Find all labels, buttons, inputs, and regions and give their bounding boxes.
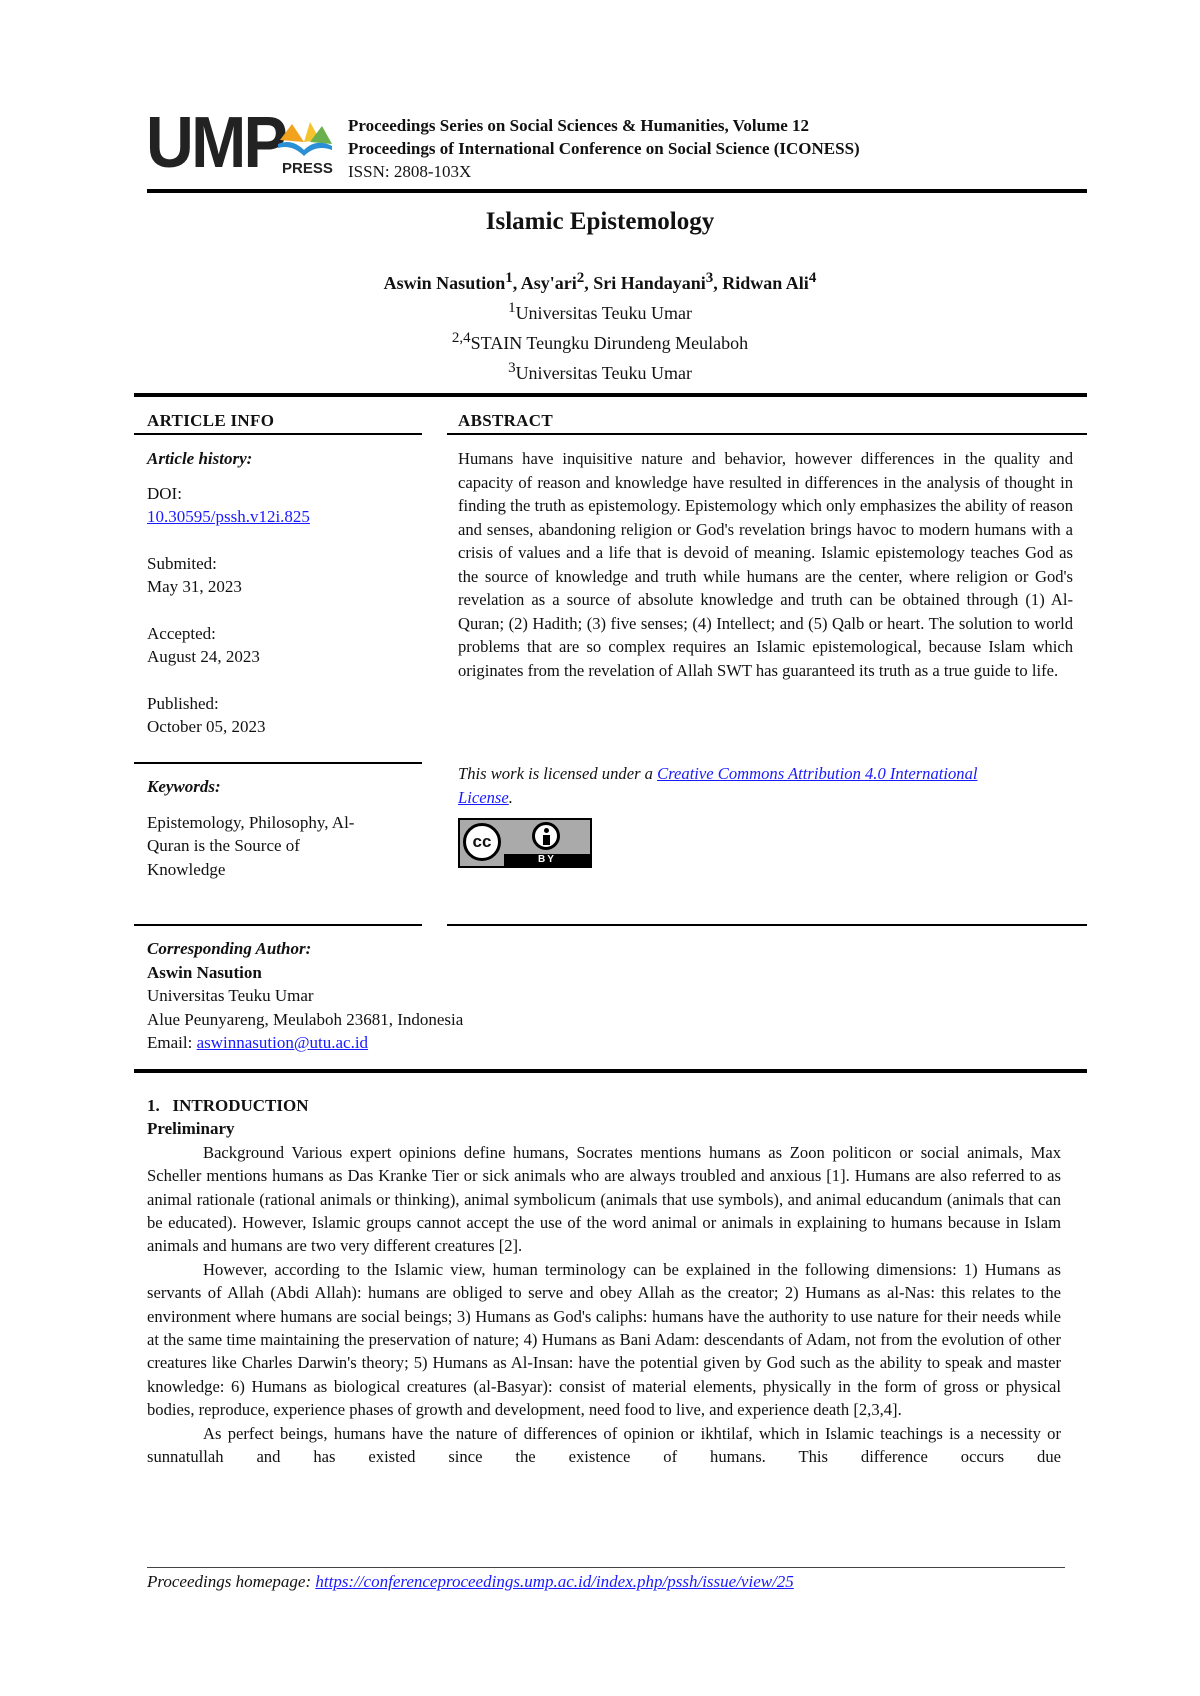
logo-sub: PRESS	[282, 160, 333, 177]
conference-title: Proceedings of International Conference on Social Science (ICONESS)	[348, 139, 860, 158]
published-date: October 05, 2023	[147, 717, 266, 736]
paragraph: However, according to the Islamic view, human terminology can be explained in the following dimensions: 1) Humans as servants of Allah (Abdi Allah): humans are obliged to serve and obey Allah as the creator; 2) Humans as al-Nas: this relates to the environment where humans are social beings; 3) Humans as God's caliphs: humans have the authority to use nature for their needs while at the same time maintaining the preservation of nature; 4) Humans as Bani Adam: descendants of Adam, not from the evolution of other creatures like Charles Darwin's theory; 5) Humans as Al-Insan: have the potential given by God such as the ability to speak and master knowledge: 6) Humans as biological creatures (al-Basyar): consist of material elements, physically in the form of gross or physical bodies, reproduce, experience phases of growth and development, need food to live, and experience death [2,3,4].	[147, 1259, 1061, 1420]
author-sup: 1	[505, 270, 513, 286]
footer-label: Proceedings homepage:	[147, 1572, 316, 1591]
author-name: Ridwan Ali	[722, 273, 809, 293]
accepted-date: August 24, 2023	[147, 647, 260, 666]
by-label: BY	[504, 854, 590, 866]
corresponding-label: Corresponding Author:	[147, 939, 312, 958]
affiliation	[0, 356, 1200, 386]
paragraph: Background Various expert opinions define humans, Socrates mentions humans as Zoon politicon or social animals, Max Scheller mentions humans as Das Kranke Tier or sick animals who are always troubled and anxious [1]. Humans are also referred to as animal rationale (rational animals or thinking), animal symbolicum (animals that use symbols), and animal educandum (animals that can be educated). However, Islamic groups cannot accept the use of the word animal or animals in explaining to humans because in Islam animals and humans are two very different creatures [2].	[147, 1142, 1061, 1256]
accepted-label: Accepted:	[147, 623, 216, 643]
logo-text: UMP	[146, 103, 285, 183]
ump-press-logo	[146, 103, 336, 183]
affiliation-sup: 1	[508, 300, 516, 316]
keywords-block	[147, 775, 372, 881]
issn: ISSN: 2808-103X	[348, 162, 472, 181]
doi-link[interactable]: 10.30595/pssh.v12i.825	[147, 507, 310, 526]
author-sup: 4	[808, 270, 817, 286]
submitted-label: Submited:	[147, 553, 217, 573]
submitted-date: May 31, 2023	[147, 577, 242, 596]
doi-label: DOI:	[147, 483, 182, 503]
attribution-icon	[532, 822, 560, 850]
keywords-rule	[134, 762, 422, 764]
paper-title: Islamic Epistemology	[485, 208, 715, 235]
journal-header	[348, 114, 860, 183]
author-names: Aswin Nasution$^1$, Asy'ari$^2$, Sri Handayani$^3$, Ridwan Ali$^4$	[383, 270, 817, 293]
license-suffix: .	[508, 787, 513, 807]
affiliation-text: Universitas Teuku Umar	[515, 303, 692, 323]
abstract-heading: ABSTRACT	[458, 411, 553, 430]
footer	[147, 1572, 794, 1592]
article-history	[147, 447, 422, 739]
corresponding-affiliation: Universitas Teuku Umar	[147, 986, 314, 1005]
corresponding-address: Alue Peunyareng, Meulaboh 23681, Indonesia	[147, 1009, 464, 1029]
abstract-rule	[447, 433, 1087, 435]
corresponding-rule-left	[134, 924, 422, 926]
cc-by-badge[interactable]	[458, 818, 592, 868]
info-bottom-rule	[134, 1069, 1087, 1073]
license-link[interactable]: Creative Commons Attribution 4.0 International License	[458, 764, 978, 807]
affiliation-sup: 2,4	[451, 330, 471, 346]
corresponding-author	[147, 937, 463, 1055]
affiliation	[0, 326, 1200, 356]
header-rule	[147, 189, 1087, 193]
paragraph: As perfect beings, humans have the nature of differences of opinion or ikhtilaf, which in Islamic teachings is a necessity or sunnatullah and has existed since the existence of humans. This difference occurs due	[147, 1423, 1061, 1467]
keywords-label: Keywords:	[147, 777, 221, 796]
info-top-rule	[134, 393, 1087, 397]
author-name: Sri Handayani	[593, 273, 706, 293]
authors-block	[0, 266, 1200, 386]
footer-rule	[147, 1567, 1065, 1568]
cc-icon: cc	[463, 823, 501, 861]
affiliation-sup: 3	[508, 360, 516, 376]
license-prefix: This work is licensed under a	[458, 764, 658, 783]
book-icon	[276, 118, 334, 158]
series-title: Proceedings Series on Social Sciences & Humanities, Volume 12	[348, 116, 810, 135]
corresponding-email-line	[147, 1031, 463, 1055]
introduction-section	[147, 1094, 1061, 1469]
author-name: Aswin Nasution	[383, 273, 506, 293]
affiliation	[0, 296, 1200, 326]
abstract-text: Humans have inquisitive nature and behavior, however differences in the quality and capacity of reason and knowledge have resulted in differences in the analysis of thought in finding the truth as epistemology. Epistemology which only emphasizes the ability of reason and senses, abandoning religion or God's revelation brings havoc to modern humans with a crisis of values and a life that is devoid of meaning. Islamic epistemology teaches God as the source of knowledge and truth while humans are the center, where religion or God's revelation as a source of absolute knowledge and truth can be obtained through (1) Al-Quran; (2) Hadith; (3) five senses; (4) Intellect; and (5) Qalb or heart. The solution to world problems that are so complex requires an Islamic epistemological, because Islam which originates from the revelation of Allah SWT has guaranteed its truth as a true guide to life.	[458, 449, 1073, 680]
article-info-heading: ARTICLE INFO	[147, 411, 275, 430]
corresponding-rule-right	[447, 924, 1087, 926]
email-label: Email:	[147, 1033, 197, 1052]
affiliation-text: Universitas Teuku Umar	[515, 363, 692, 383]
author-sup: 2	[576, 270, 585, 286]
history-label: Article history:	[147, 449, 253, 468]
affiliation-text: STAIN Teungku Dirundeng Meulaboh	[470, 333, 749, 353]
corresponding-name: Aswin Nasution	[147, 962, 262, 982]
proceedings-homepage-link[interactable]: https://conferenceproceedings.ump.ac.id/index.php/pssh/issue/view/25	[315, 1572, 794, 1591]
introduction-heading: 1. INTRODUCTION	[147, 1096, 309, 1115]
email-link[interactable]: aswinnasution@utu.ac.id	[196, 1033, 369, 1052]
author-sup: 3	[705, 270, 714, 286]
preliminary-subheading: Preliminary	[147, 1119, 235, 1139]
article-info-rule	[134, 433, 422, 435]
published-label: Published:	[147, 693, 219, 713]
author-name: Asy'ari	[520, 273, 577, 293]
license-text	[458, 762, 1018, 809]
keywords-list: Epistemology, Philosophy, Al-Quran is the Source of Knowledge	[147, 812, 355, 879]
